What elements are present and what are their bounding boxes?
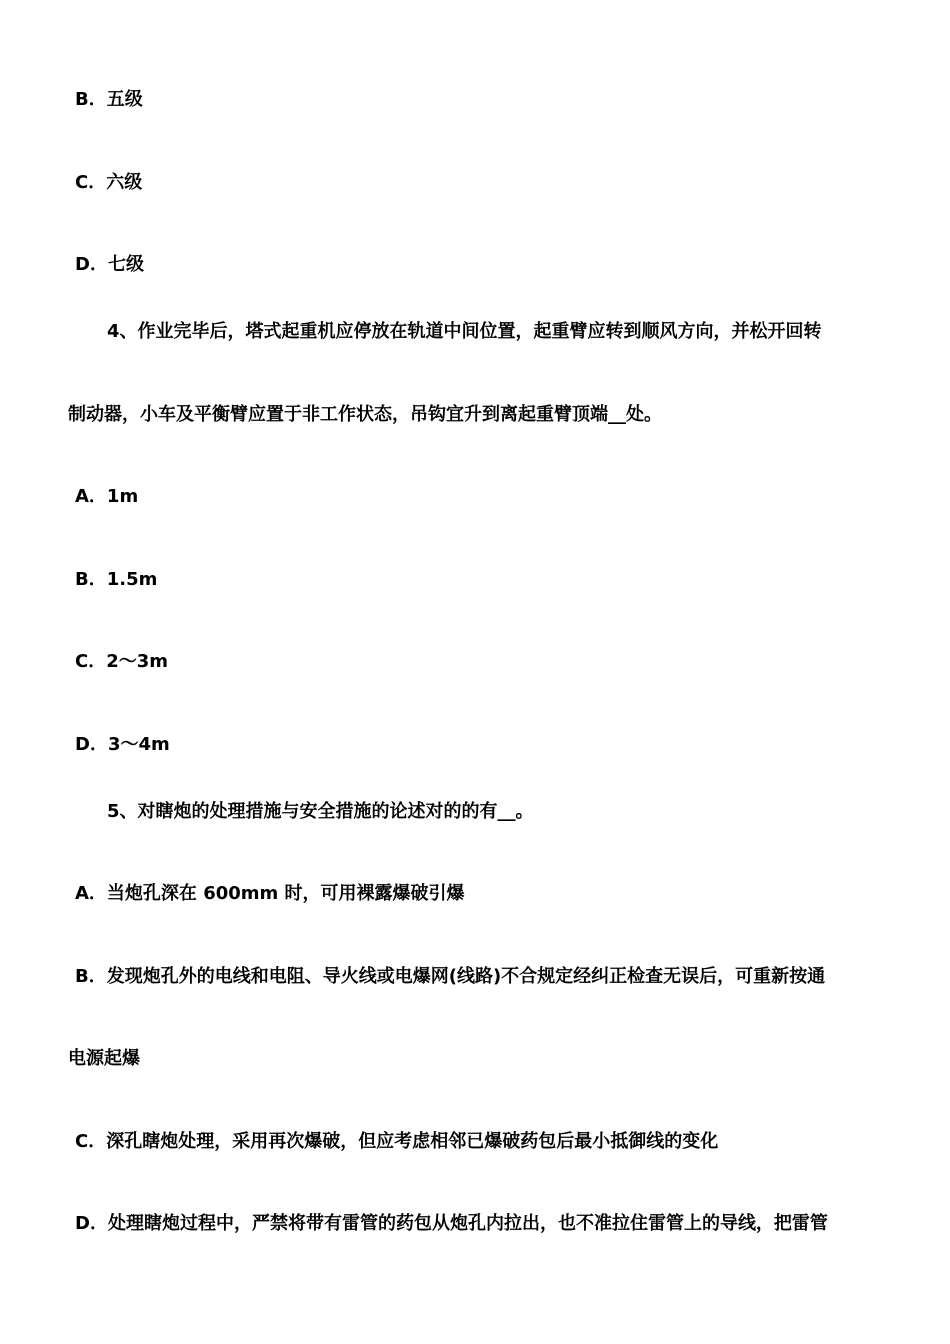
q3-option-d: D．七级 [75,254,144,275]
q4-option-d: D．3～4m [75,734,170,755]
q5-option-c: C．深孔瞎炮处理，采用再次爆破，但应考虑相邻已爆破药包后最小抵御线的变化 [75,1131,719,1152]
q5-option-b-line1: B．发现炮孔外的电线和电阻、导火线或电爆网(线路)不合规定经纠正检查无误后，可重新按通 [75,966,826,987]
q3-option-c: C．六级 [75,172,143,193]
q4-text-line1: 4、作业完毕后，塔式起重机应停放在轨道中间位置，起重臂应转到顺风方向，并松开回转 [107,321,822,342]
q5-option-b-line2: 电源起爆 [68,1048,140,1069]
q5-option-a: A．当炮孔深在 600mm 时，可用裸露爆破引爆 [75,883,465,904]
q5-option-d-line1: D．处理瞎炮过程中，严禁将带有雷管的药包从炮孔内拉出，也不准拉住雷管上的导线，把雷管 [75,1213,828,1234]
q3-option-b: B．五级 [75,89,143,110]
q4-option-b: B．1.5m [75,569,158,590]
q5-text-line1: 5、对瞎炮的处理措施与安全措施的论述对的的有__。 [107,801,534,822]
q4-option-c: C．2～3m [75,651,169,672]
q4-option-a: A．1m [75,486,139,507]
q4-text-line2: 制动器，小车及平衡臂应置于非工作状态，吊钩宜升到离起重臂顶端__处。 [68,404,662,425]
